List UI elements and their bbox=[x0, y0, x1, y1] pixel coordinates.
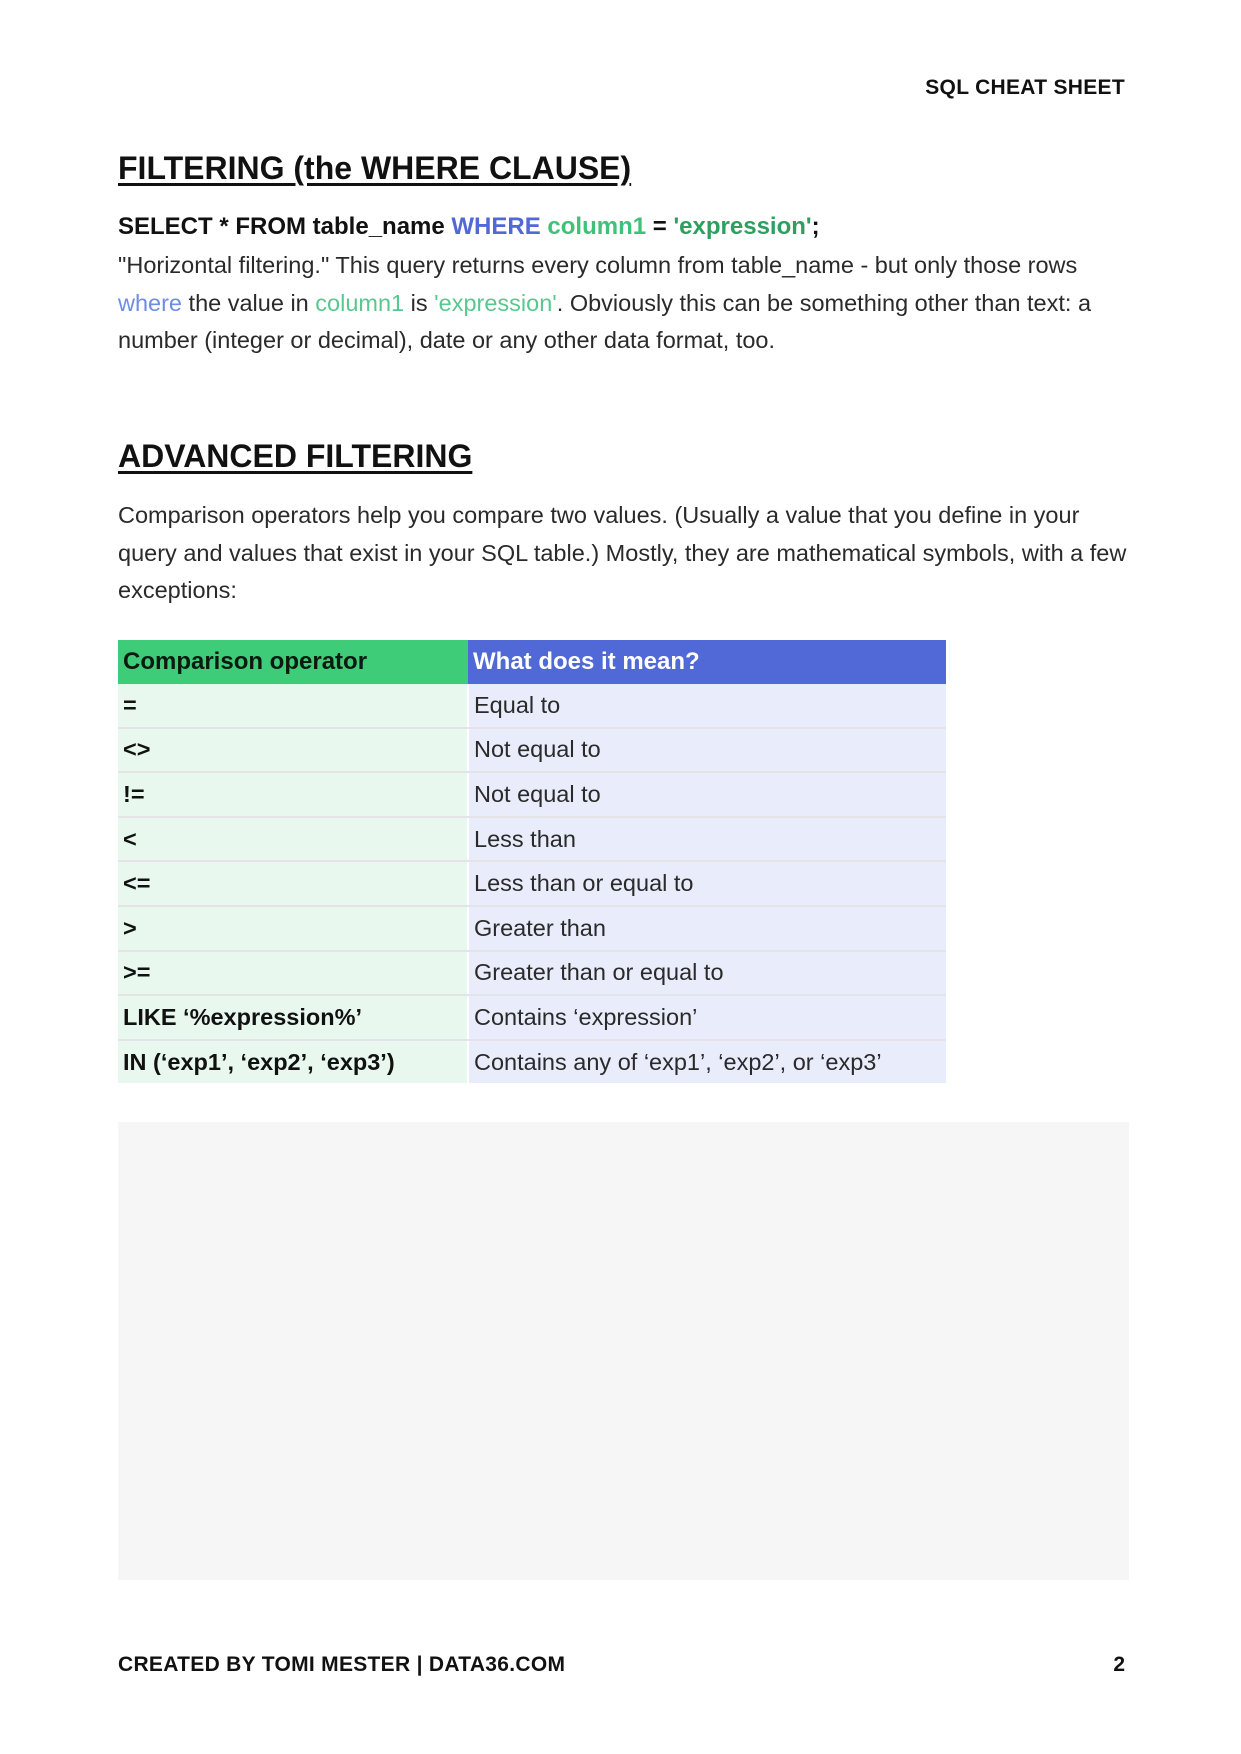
table-row bbox=[118, 684, 946, 728]
table-row bbox=[118, 728, 946, 773]
highlight-column: column1 bbox=[315, 289, 405, 316]
column-header-meaning: What does it mean? bbox=[468, 640, 946, 684]
table-row bbox=[118, 995, 946, 1040]
sql-expression: 'expression' bbox=[673, 213, 812, 240]
comparison-operators-table bbox=[118, 640, 946, 1083]
sql-column-name: column1 bbox=[540, 213, 647, 240]
meaning-cell: Contains ‘expression’ bbox=[468, 995, 946, 1040]
operator-cell: <> bbox=[118, 728, 468, 773]
highlight-expression: 'expression' bbox=[434, 289, 557, 316]
operator-cell: <= bbox=[118, 861, 468, 906]
sql-where-keyword: WHERE bbox=[451, 213, 541, 240]
table-row bbox=[118, 817, 946, 862]
advanced-filtering-description: Comparison operators help you compare two values. (Usually a value that you define in your query and values that exist in your SQL table.) Mostly, they are mathematical symbols, with a few exceptions: bbox=[118, 502, 1127, 603]
meaning-cell: Equal to bbox=[468, 684, 946, 728]
description-text: the value in bbox=[182, 289, 316, 316]
highlight-where: where bbox=[118, 289, 183, 316]
description-text: "Horizontal filtering." This query returns every column from table_name - but only those rows bbox=[118, 252, 1078, 278]
meaning-cell: Less than bbox=[468, 817, 946, 862]
meaning-cell: Greater than bbox=[468, 906, 946, 951]
section-title-filtering: FILTERING (the WHERE CLAUSE) bbox=[118, 150, 632, 186]
footer-credit: CREATED BY TOMI MESTER | DATA36.COM bbox=[118, 1653, 566, 1676]
section-title-advanced-filtering: ADVANCED FILTERING bbox=[118, 438, 473, 474]
document-header: SQL CHEAT SHEET bbox=[925, 76, 1125, 99]
meaning-cell: Not equal to bbox=[468, 772, 946, 817]
table-row bbox=[118, 906, 946, 951]
operator-cell: != bbox=[118, 772, 468, 817]
table-row bbox=[118, 861, 946, 906]
description-text: . Obviously this can be something other than text: a number (integer or decimal), date or any other data format, too. bbox=[118, 289, 1092, 353]
operator-cell: IN (‘exp1’, ‘exp2’, ‘exp3’) bbox=[118, 1040, 468, 1084]
sql-select-from: SELECT * FROM table_name bbox=[118, 213, 452, 240]
blank-placeholder-box bbox=[118, 1122, 1129, 1580]
table-row bbox=[118, 1040, 946, 1084]
table-row bbox=[118, 951, 946, 996]
description-text: is bbox=[404, 289, 435, 316]
sql-semicolon: ; bbox=[811, 213, 820, 240]
meaning-cell: Less than or equal to bbox=[468, 861, 946, 906]
column-header-operator: Comparison operator bbox=[118, 640, 468, 684]
page-number: 2 bbox=[1113, 1653, 1125, 1676]
table-header-row bbox=[118, 640, 946, 684]
filtering-description bbox=[118, 247, 1128, 360]
operator-cell: = bbox=[118, 684, 468, 728]
operator-cell: LIKE ‘%expression%’ bbox=[118, 995, 468, 1040]
meaning-cell: Not equal to bbox=[468, 728, 946, 773]
table-row bbox=[118, 772, 946, 817]
operator-cell: >= bbox=[118, 951, 468, 996]
sql-equals: = bbox=[646, 213, 674, 240]
operator-cell: > bbox=[118, 906, 468, 951]
meaning-cell: Contains any of ‘exp1’, ‘exp2’, or ‘exp3’ bbox=[468, 1040, 946, 1084]
sql-example-where bbox=[118, 213, 820, 241]
meaning-cell: Greater than or equal to bbox=[468, 951, 946, 996]
operator-cell: < bbox=[118, 817, 468, 862]
